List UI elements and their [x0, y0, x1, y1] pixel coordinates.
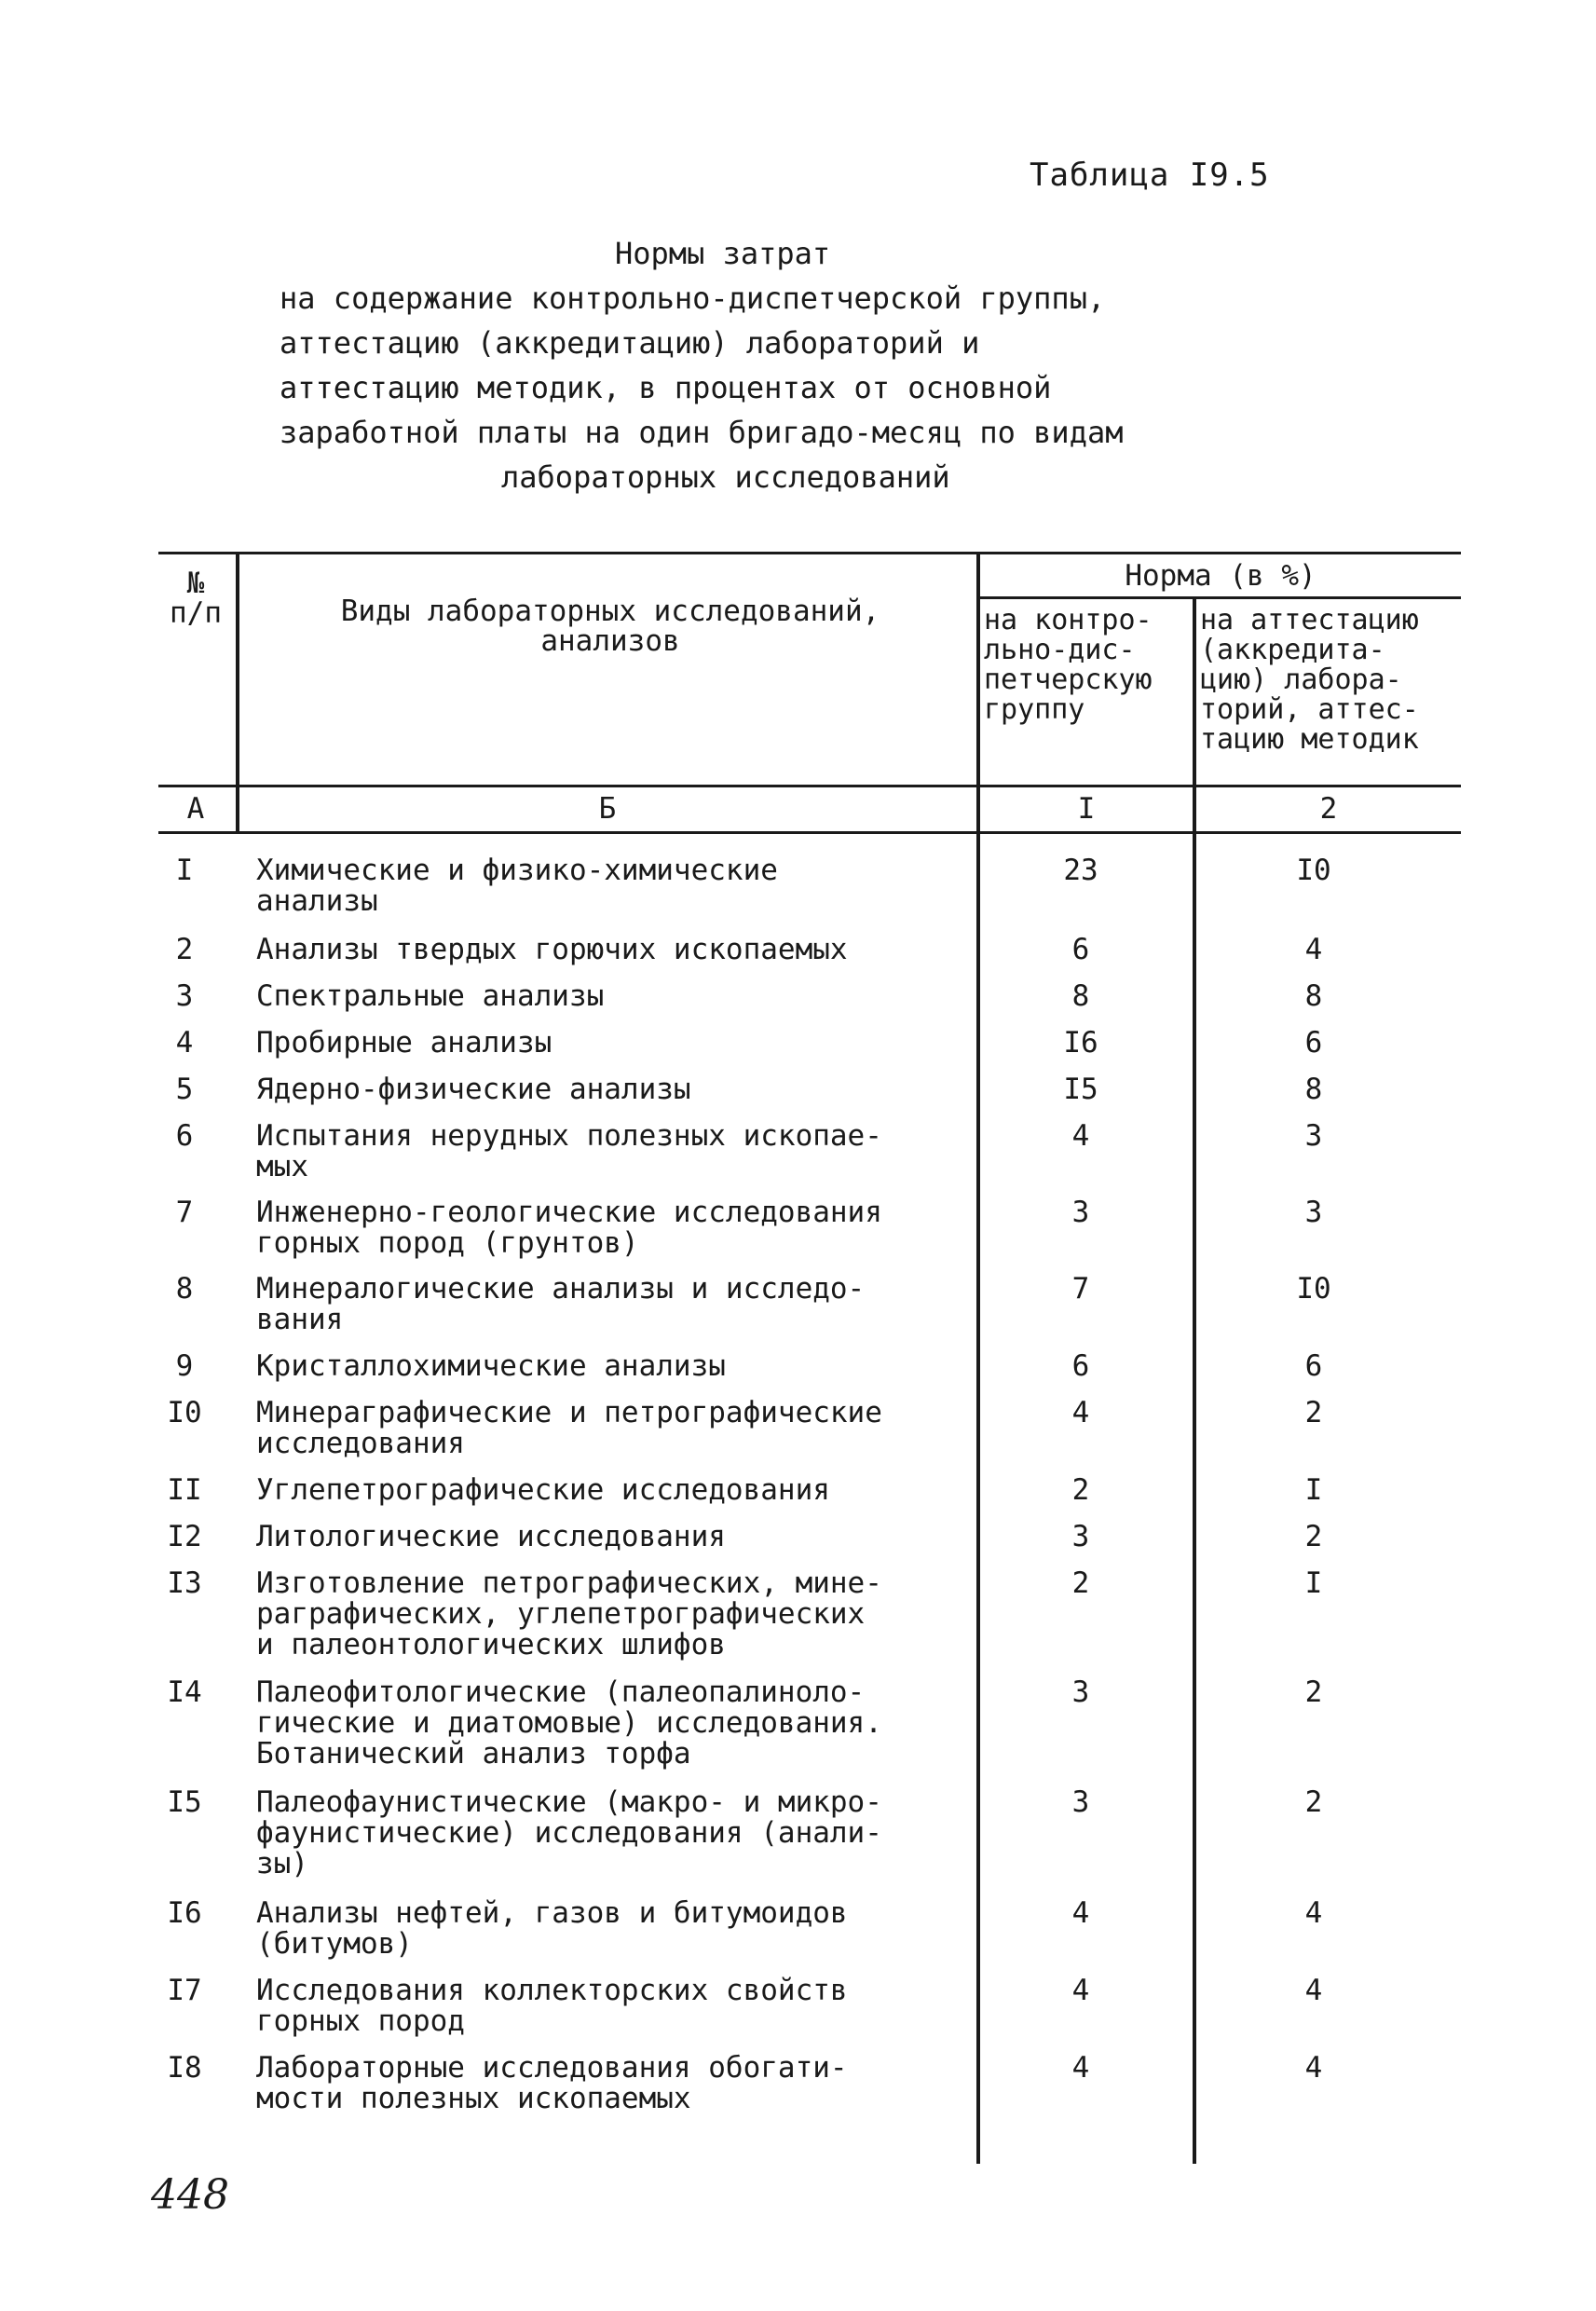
- header-bottom-rule: [158, 785, 1461, 787]
- col-divider-norm: [1193, 596, 1196, 2164]
- row-name: Спектральные анализы: [256, 979, 605, 1013]
- row-value-2: 2: [1304, 1675, 1323, 1709]
- row-number: I3: [167, 1566, 202, 1600]
- title-line: Нормы затрат: [615, 236, 831, 271]
- page-number: 448: [151, 2171, 229, 2219]
- row-value-2: 8: [1304, 979, 1323, 1013]
- row-value-1: 3: [1071, 1675, 1090, 1709]
- col-divider-num: [236, 552, 239, 831]
- row-number: I7: [167, 1974, 202, 2007]
- row-name: Испытания нерудных полезных ископае- мых: [256, 1119, 882, 1183]
- row-number: 4: [175, 1026, 194, 1060]
- row-value-2: 2: [1304, 1785, 1323, 1819]
- row-value-1: 4: [1071, 1396, 1090, 1429]
- row-name: Анализы твердых горючих ископаемых: [256, 933, 848, 966]
- row-value-2: 8: [1304, 1073, 1323, 1106]
- row-value-1: 3: [1071, 1196, 1090, 1229]
- title-line: заработной платы на один бригадо-месяц по видам: [280, 415, 1124, 450]
- index-b: Б: [598, 792, 617, 826]
- row-number: I8: [167, 2051, 202, 2085]
- row-name: Минералогические анализы и исследо- вания: [256, 1272, 866, 1336]
- row-value-1: 3: [1071, 1785, 1090, 1819]
- row-number: 6: [175, 1119, 194, 1153]
- row-number: 2: [175, 933, 194, 966]
- row-number: I4: [167, 1675, 202, 1709]
- row-name: Химические и физико-химические анализы: [256, 854, 778, 918]
- row-value-1: 3: [1071, 1520, 1090, 1553]
- row-value-2: 4: [1304, 933, 1323, 966]
- row-number: I5: [167, 1785, 202, 1819]
- row-number: I6: [167, 1896, 202, 1930]
- header-norm-group: Норма (в %): [1125, 559, 1316, 593]
- title-line: аттестацию (аккредитацию) лабораторий и: [280, 325, 980, 361]
- row-value-2: 3: [1304, 1196, 1323, 1229]
- row-value-1: 4: [1071, 1896, 1090, 1930]
- header-col-num: № п/п: [170, 567, 222, 630]
- row-name: Анализы нефтей, газов и битумоидов (битумов): [256, 1896, 848, 1961]
- title-line: лабораторных исследований: [501, 459, 950, 495]
- row-value-1: I6: [1063, 1026, 1098, 1060]
- row-number: 8: [175, 1272, 194, 1306]
- row-value-1: 2: [1071, 1566, 1090, 1600]
- row-value-2: I0: [1296, 1272, 1331, 1306]
- table-caption: Таблица I9.5: [1030, 157, 1270, 194]
- row-value-1: 8: [1071, 979, 1090, 1013]
- table-top-rule: [158, 552, 1461, 554]
- row-name: Пробирные анализы: [256, 1026, 552, 1060]
- index-2: 2: [1319, 792, 1338, 826]
- row-number: II: [167, 1473, 202, 1507]
- row-number: I0: [167, 1396, 202, 1429]
- row-value-2: 6: [1304, 1026, 1323, 1060]
- row-name: Палеофитологические (палеопалиноло- гические и диатомовые) исследования. Ботанический анализ торфа: [256, 1675, 882, 1771]
- index-1: I: [1077, 792, 1096, 826]
- row-value-1: 4: [1071, 1974, 1090, 2007]
- row-value-1: 6: [1071, 933, 1090, 966]
- row-value-2: 2: [1304, 1520, 1323, 1553]
- row-name: Минераграфические и петрографические исследования: [256, 1396, 882, 1460]
- norm-group-rule: [976, 596, 1461, 599]
- row-value-2: I: [1304, 1473, 1323, 1507]
- row-name: Исследования коллекторских свойств горных пород: [256, 1974, 848, 2038]
- row-value-2: I: [1304, 1566, 1323, 1600]
- row-value-2: 3: [1304, 1119, 1323, 1153]
- row-value-2: 4: [1304, 2051, 1323, 2085]
- row-value-1: 4: [1071, 2051, 1090, 2085]
- title-line: аттестацию методик, в процентах от основной: [280, 370, 1052, 405]
- index-row-rule: [158, 831, 1461, 834]
- index-a: А: [186, 792, 205, 826]
- row-value-2: I0: [1296, 854, 1331, 887]
- row-number: I: [175, 854, 194, 887]
- row-value-1: 4: [1071, 1119, 1090, 1153]
- row-name: Ядерно-физические анализы: [256, 1073, 691, 1106]
- row-value-1: 2: [1071, 1473, 1090, 1507]
- header-col-1: на контро- льно-дис- петчерскую группу: [984, 604, 1153, 726]
- row-number: 7: [175, 1196, 194, 1229]
- row-number: 5: [175, 1073, 194, 1106]
- row-value-2: 2: [1304, 1396, 1323, 1429]
- row-value-2: 4: [1304, 1896, 1323, 1930]
- table-title: [280, 231, 1258, 499]
- row-name: Инженерно-геологические исследования горных пород (грунтов): [256, 1196, 882, 1260]
- title-line: на содержание контрольно-диспетчерской группы,: [280, 280, 1106, 316]
- row-name: Кристаллохимические анализы: [256, 1349, 726, 1383]
- header-col-type: Виды лабораторных исследований, анализов: [340, 595, 880, 658]
- row-name: Литологические исследования: [256, 1520, 726, 1553]
- row-value-1: 23: [1063, 854, 1098, 887]
- row-number: 9: [175, 1349, 194, 1383]
- row-name: Изготовление петрографических, мине- раграфических, углепетрографических и палеонтологических шлифов: [256, 1566, 882, 1661]
- row-value-2: 6: [1304, 1349, 1323, 1383]
- row-name: Палеофаунистические (макро- и микро- фаунистические) исследования (анали- зы): [256, 1785, 882, 1880]
- row-name: Углепетрографические исследования: [256, 1473, 830, 1507]
- row-value-1: 7: [1071, 1272, 1090, 1306]
- row-number: I2: [167, 1520, 202, 1553]
- row-name: Лабораторные исследования обогати- мости полезных ископаемых: [256, 2051, 848, 2115]
- row-value-1: 6: [1071, 1349, 1090, 1383]
- row-value-2: 4: [1304, 1974, 1323, 2007]
- header-col-2: на аттестацию (аккредита- цию) лабора- торий, аттес- тацию методик: [1200, 604, 1419, 756]
- row-value-1: I5: [1063, 1073, 1098, 1106]
- row-number: 3: [175, 979, 194, 1013]
